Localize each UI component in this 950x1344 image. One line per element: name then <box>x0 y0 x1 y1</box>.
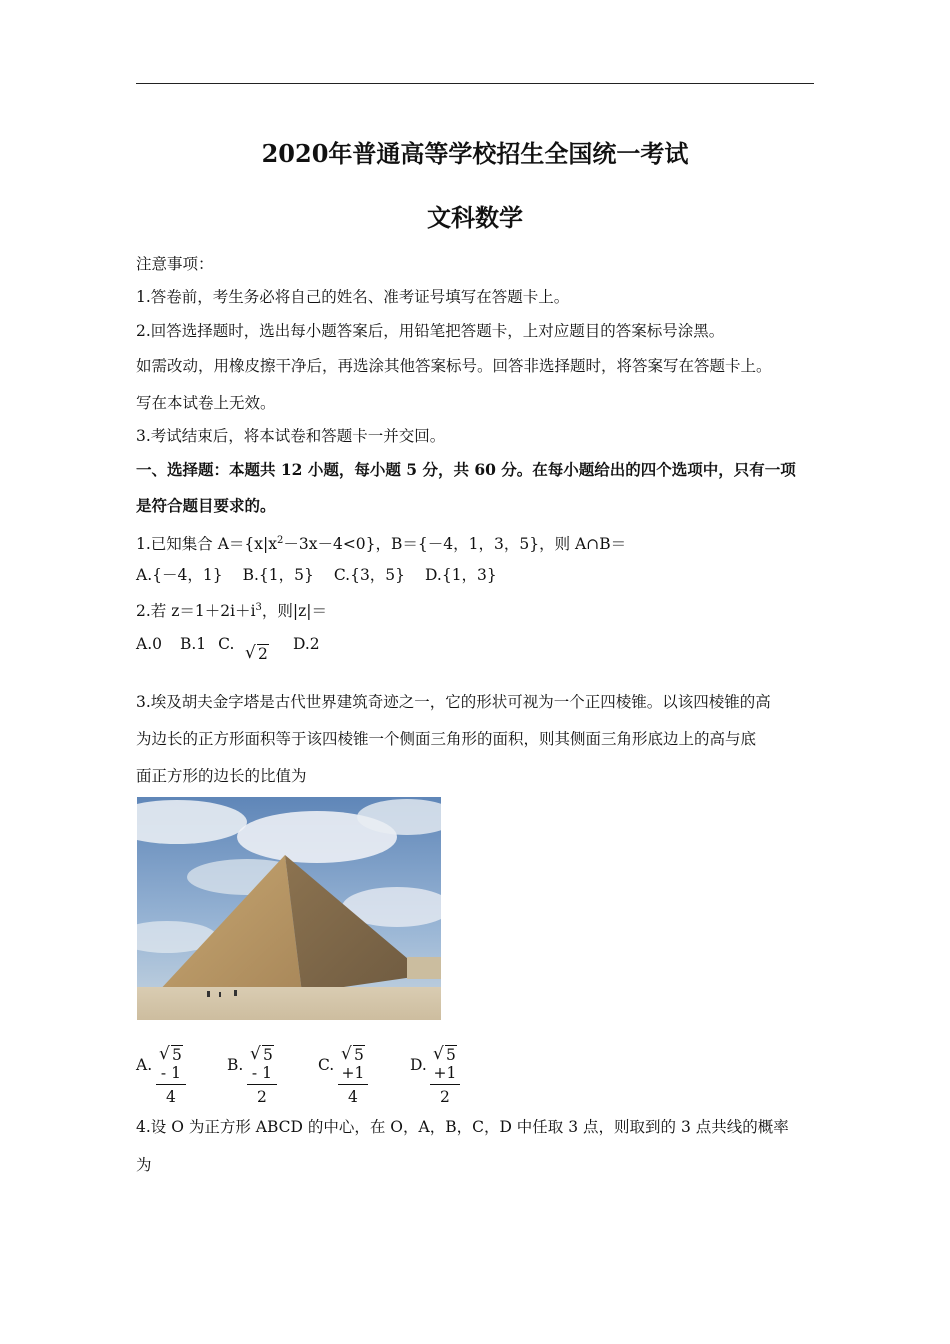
section-heading: 一、选择题：本题共 12 小题，每小题 5 分，共 60 分。在每小题给出的四个选项中，只有一项 <box>136 460 796 479</box>
radicand: 2 <box>258 645 268 663</box>
option-label: A. <box>136 1056 153 1074</box>
fraction <box>430 1046 460 1106</box>
q2-options <box>136 634 234 654</box>
exam-title: 2020年普通高等学校招生全国统一考试 <box>261 139 689 168</box>
note-item: 1.答卷前，考生务必将自己的姓名、准考证号填写在答题卡上。 <box>136 288 570 306</box>
radical-sign: √ <box>159 1044 170 1064</box>
radicand: 5 <box>263 1046 273 1064</box>
q2-option-b: B.1 <box>179 635 207 653</box>
q2-stem-part: 2.若 z＝1＋2i＋i <box>136 602 256 621</box>
numerator-term: +1 <box>341 1064 365 1082</box>
fraction <box>156 1046 186 1106</box>
q2-option-c: C. <box>218 635 235 653</box>
exam-subtitle: 文科数学 <box>427 203 523 232</box>
denominator: 2 <box>257 1088 267 1106</box>
q2-option-d: D.2 <box>293 635 320 653</box>
q1-options <box>136 565 517 585</box>
q2-stem <box>136 598 327 621</box>
q4-stem-line: 为 <box>136 1156 152 1174</box>
q1-option-b: B.{1，5} <box>242 566 314 584</box>
note-item: 2.回答选择题时，选出每小题答案后，用铅笔把答题卡，上对应题目的答案标号涂黑。 <box>136 322 725 340</box>
radicand: 5 <box>172 1046 182 1064</box>
numerator-term: - 1 <box>160 1064 181 1082</box>
radical-sign: √ <box>245 643 256 663</box>
q3-stem-line: 面正方形的边长的比值为 <box>136 767 307 785</box>
option-label: B. <box>227 1056 244 1074</box>
q1-stem-part: －3x－4<0}，B＝{－4，1，3，5}，则 A∩B＝ <box>283 535 627 554</box>
fraction <box>338 1046 368 1106</box>
note-item: 3.考试结束后，将本试卷和答题卡一并交回。 <box>136 427 446 445</box>
q2-option-c-sqrt <box>245 645 269 663</box>
q1-option-a: A.{－4，1} <box>136 566 223 584</box>
radical-sign: √ <box>433 1044 444 1064</box>
q1-stem-part: 1.已知集合 A＝{x|x <box>136 535 277 554</box>
q1-option-d: D.{1，3} <box>425 566 497 584</box>
pyramid-photo <box>137 797 441 1020</box>
radicand: 5 <box>354 1046 364 1064</box>
radical-sign: √ <box>341 1044 352 1064</box>
q2-stem-part: ，则|z|＝ <box>261 602 328 621</box>
denominator: 4 <box>348 1088 358 1106</box>
option-label: D. <box>410 1056 427 1074</box>
fraction <box>247 1046 277 1106</box>
denominator: 4 <box>166 1088 176 1106</box>
q1-option-c: C.{3，5} <box>333 566 406 584</box>
option-label: C. <box>318 1056 335 1074</box>
note-item: 如需改动，用橡皮擦干净后，再选涂其他答案标号。回答非选择题时，将答案写在答题卡上。 <box>136 357 772 375</box>
q1-exponent: 2 <box>276 535 284 546</box>
q2-exponent: 3 <box>255 602 262 613</box>
denominator: 2 <box>440 1088 450 1106</box>
numerator-term: - 1 <box>251 1064 272 1082</box>
radical-sign: √ <box>250 1044 261 1064</box>
header-rule <box>136 83 814 84</box>
q1-stem <box>136 531 626 554</box>
q3-stem-line: 为边长的正方形面积等于该四棱锥一个侧面三角形的面积，则其侧面三角形底边上的高与底 <box>136 730 757 748</box>
q3-stem-line: 3.埃及胡夫金字塔是古代世界建筑奇迹之一，它的形状可视为一个正四棱锥。以该四棱锥的高 <box>136 693 771 711</box>
radicand: 5 <box>446 1046 456 1064</box>
note-item: 写在本试卷上无效。 <box>136 394 276 412</box>
section-heading-cont: 是符合题目要求的。 <box>136 496 276 515</box>
q2-option-a: A.0 <box>136 635 162 653</box>
notes-heading: 注意事项： <box>136 255 214 273</box>
pyramid-illustration <box>137 797 441 1020</box>
q4-stem-line: 4.设 O 为正方形 ABCD 的中心，在 O，A，B，C，D 中任取 3 点，则取到的 3 点共线的概率 <box>136 1118 789 1136</box>
numerator-term: +1 <box>433 1064 457 1082</box>
